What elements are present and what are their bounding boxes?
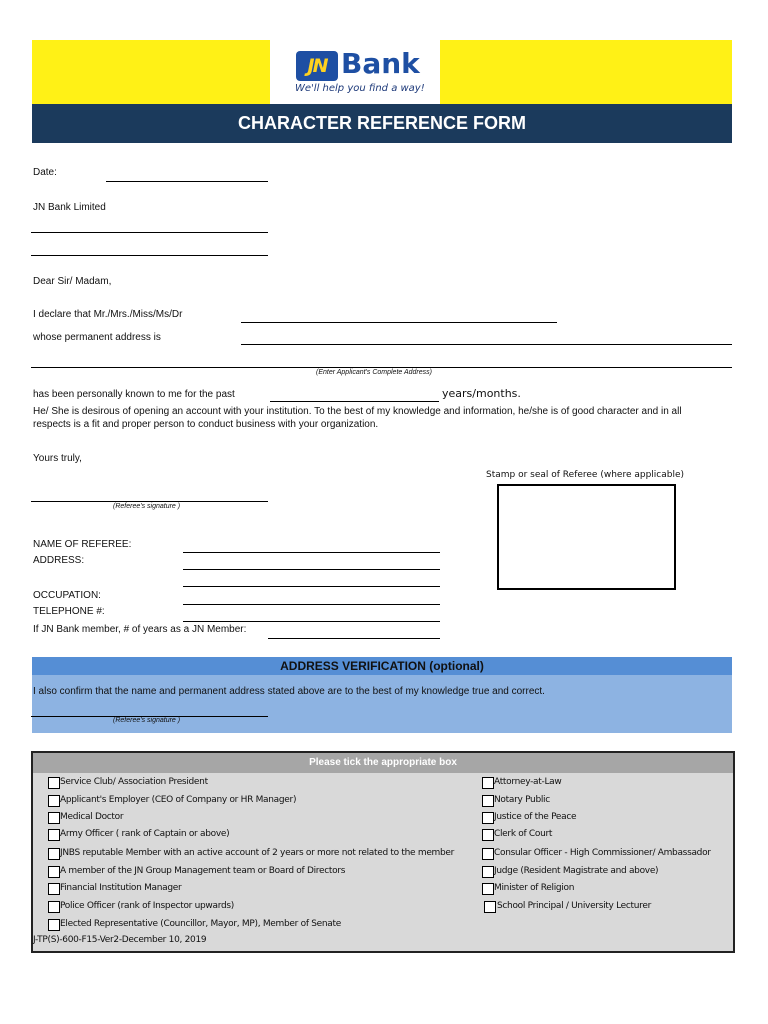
referee-name-label: NAME OF REFEREE: <box>33 539 132 550</box>
checkbox-clerk-court[interactable] <box>482 829 494 841</box>
address-note: (Enter Applicant's Complete Address) <box>316 369 432 376</box>
checkbox-school-principal[interactable] <box>484 901 496 913</box>
bank-name: JN Bank Limited <box>33 202 106 213</box>
applicant-name-field[interactable] <box>241 322 557 323</box>
checkbox-medical-doctor[interactable] <box>48 812 60 824</box>
known-label: has been personally known to me for the past <box>33 389 235 400</box>
logo-wordmark: Bank <box>341 47 420 80</box>
referee-address-label: ADDRESS: <box>33 555 85 566</box>
checkbox-jnbs-member[interactable] <box>48 848 60 860</box>
option-army-officer: Army Officer ( rank of Captain or above) <box>60 829 230 839</box>
checkbox-judge[interactable] <box>482 866 494 878</box>
declare-label: I declare that Mr./Mrs./Miss/Ms/Dr <box>33 309 183 320</box>
address-label: whose permanent address is <box>33 332 161 343</box>
option-clerk-court: Clerk of Court <box>494 829 553 839</box>
checkbox-attorney[interactable] <box>482 777 494 789</box>
member-years-label: If JN Bank member, # of years as a JN Member: <box>33 624 247 635</box>
verification-confirm: I also confirm that the name and permanent address stated above are to the best of my knowledge true and correct. <box>33 686 545 697</box>
referee-signature-label: (Referee's signature ) <box>113 503 181 510</box>
checkbox-jn-management[interactable] <box>48 866 60 878</box>
checkbox-employer[interactable] <box>48 795 60 807</box>
salutation: Dear Sir/ Madam, <box>33 276 112 287</box>
checkbox-minister[interactable] <box>482 883 494 895</box>
referee-signature-field[interactable] <box>31 501 268 502</box>
verification-signature-label: (Referee's signature ) <box>113 717 181 724</box>
option-judge: Judge (Resident Magistrate and above) <box>494 866 659 876</box>
option-minister: Minister of Religion <box>494 883 575 893</box>
option-attorney: Attorney-at-Law <box>494 777 562 787</box>
occupation-field[interactable] <box>183 604 440 605</box>
telephone-field[interactable] <box>183 621 440 622</box>
referee-name-field[interactable] <box>183 552 440 553</box>
option-jn-management: A member of the JN Group Management team or Board of Directors <box>60 866 346 876</box>
bank-address-line-2[interactable] <box>31 255 268 256</box>
form-code: J-TP(S)-600-F15-Ver2-December 10, 2019 <box>33 935 207 945</box>
member-years-field[interactable] <box>268 638 440 639</box>
option-service-club: Service Club/ Association President <box>60 777 208 787</box>
checkbox-elected-representative[interactable] <box>48 919 60 931</box>
option-medical-doctor: Medical Doctor <box>60 812 124 822</box>
checkbox-justice-peace[interactable] <box>482 812 494 824</box>
option-jnbs-member: JNBS reputable Member with an active account of 2 years or more not related to the member <box>60 848 455 858</box>
logo-tagline: We'll help you find a way! <box>295 83 425 94</box>
checkbox-consular-officer[interactable] <box>482 848 494 860</box>
verification-panel <box>32 675 732 733</box>
occupation-label: OCCUPATION: <box>33 590 101 601</box>
referee-address-field-1[interactable] <box>183 569 440 570</box>
date-field[interactable] <box>106 181 268 182</box>
checkbox-financial-manager[interactable] <box>48 883 60 895</box>
known-duration-field[interactable] <box>270 401 439 402</box>
desirous-text-1: He/ She is desirous of opening an account with your institution. To the best of my knowledge and information, he/she is of good character and in all <box>33 406 682 417</box>
option-justice-peace: Justice of the Peace <box>494 812 577 822</box>
applicant-address-field-2[interactable] <box>31 367 732 368</box>
telephone-label: TELEPHONE #: <box>33 606 105 617</box>
bank-address-line-1[interactable] <box>31 232 268 233</box>
checkbox-army-officer[interactable] <box>48 829 60 841</box>
jn-logo-icon: JN <box>296 51 338 81</box>
verification-title: ADDRESS VERIFICATION (optional) <box>280 659 484 673</box>
checkbox-notary[interactable] <box>482 795 494 807</box>
page-title: CHARACTER REFERENCE FORM <box>238 113 526 133</box>
referee-address-field-2[interactable] <box>183 586 440 587</box>
desirous-text-2: respects is a fit and proper person to conduct business with your organization. <box>33 419 379 430</box>
years-months-label: years/months. <box>442 387 521 400</box>
option-financial-manager: Financial Institution Manager <box>60 883 182 893</box>
checkbox-police-officer[interactable] <box>48 901 60 913</box>
option-employer: Applicant's Employer (CEO of Company or HR Manager) <box>60 795 297 805</box>
option-police-officer: Police Officer (rank of Inspector upwards) <box>60 901 234 911</box>
applicant-address-field-1[interactable] <box>241 344 732 345</box>
date-label: Date: <box>33 167 57 178</box>
stamp-box <box>497 484 676 590</box>
stamp-label: Stamp or seal of Referee (where applicable) <box>486 470 685 480</box>
tick-title: Please tick the appropriate box <box>309 757 457 768</box>
option-consular-officer: Consular Officer - High Commissioner/ Ambassador <box>494 848 711 858</box>
yours-truly: Yours truly, <box>33 453 82 464</box>
option-elected-representative: Elected Representative (Councillor, Mayor, MP), Member of Senate <box>60 919 341 929</box>
option-notary: Notary Public <box>494 795 550 805</box>
option-school-principal: School Principal / University Lecturer <box>497 901 652 911</box>
checkbox-service-club[interactable] <box>48 777 60 789</box>
